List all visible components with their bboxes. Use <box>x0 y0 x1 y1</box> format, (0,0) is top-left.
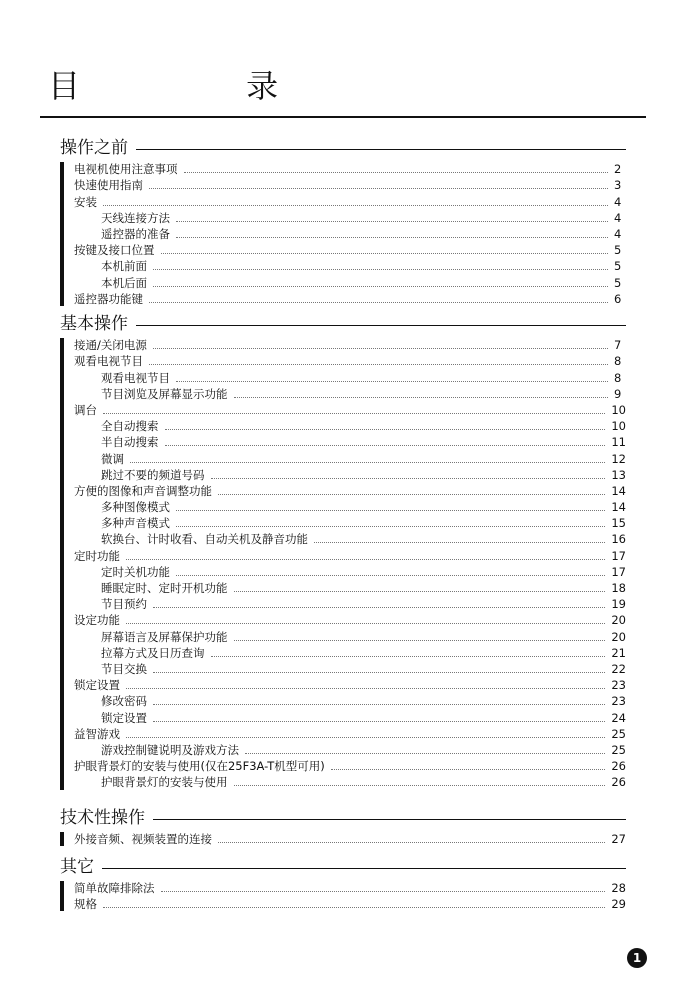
toc-entry-title: 睡眠定时、定时开机功能 <box>101 581 228 595</box>
section-heading <box>60 808 626 830</box>
toc-entry-page: 6 <box>614 291 622 306</box>
dot-leader <box>149 364 608 365</box>
toc-entry-page: 10 <box>611 419 626 434</box>
toc-entry-page: 3 <box>614 178 622 193</box>
toc-entry-page: 14 <box>611 500 626 515</box>
dot-leader <box>103 907 605 908</box>
toc-entry[interactable] <box>74 273 626 289</box>
section-marker-bar <box>60 162 64 306</box>
dot-leader <box>161 253 609 254</box>
section-title: 基本操作 <box>60 314 136 334</box>
toc-entry[interactable] <box>74 225 626 241</box>
toc-entry-title: 锁定设置 <box>101 710 147 725</box>
dot-leader <box>218 494 605 495</box>
dot-leader <box>218 842 605 843</box>
toc-entry-title: 定时功能 <box>74 548 120 563</box>
dot-leader <box>211 656 606 657</box>
toc-entry-page: 4 <box>614 194 622 209</box>
section-title: 其它 <box>60 857 102 877</box>
dot-leader <box>234 785 606 786</box>
dot-leader <box>234 640 606 641</box>
toc-entry-page: 19 <box>611 597 626 612</box>
toc-entry[interactable] <box>74 546 626 562</box>
toc-entry-page: 27 <box>611 832 626 847</box>
toc-entry-title: 接通/关闭电源 <box>74 338 147 353</box>
toc-entry-title: 遥控器的准备 <box>101 226 170 241</box>
dot-leader <box>245 753 605 754</box>
toc-entry-page: 11 <box>611 435 626 450</box>
toc-entry[interactable] <box>74 401 626 417</box>
toc-entry-title: 定时关机功能 <box>101 564 170 579</box>
section-entries <box>60 336 626 789</box>
toc-entry-title: 半自动搜索 <box>101 435 159 450</box>
toc-entry-title: 观看电视节目 <box>101 370 170 385</box>
toc-entry-page: 8 <box>614 354 622 369</box>
section-rule <box>60 325 626 326</box>
toc-entry-title: 屏幕语言及屏幕保护功能 <box>101 629 228 644</box>
toc-entry-page: 17 <box>611 564 626 579</box>
toc-entry-page: 16 <box>611 532 626 547</box>
toc-entry-title: 本机前面 <box>101 259 147 274</box>
toc-entry[interactable] <box>74 352 626 368</box>
toc-entry-page: 12 <box>611 451 626 466</box>
section-marker-bar <box>60 881 64 911</box>
toc-entry-title: 方便的图像和声音调整功能 <box>74 483 212 498</box>
toc-entry[interactable] <box>74 385 626 401</box>
toc-entry[interactable] <box>74 257 626 273</box>
dot-leader <box>130 462 605 463</box>
toc-entry[interactable] <box>74 830 626 846</box>
dot-leader <box>176 237 608 238</box>
toc-entry[interactable] <box>74 692 626 708</box>
toc-entry[interactable] <box>74 563 626 579</box>
toc-entry[interactable] <box>74 290 626 306</box>
toc-entry[interactable] <box>74 530 626 546</box>
page-title: 目 录 <box>48 67 357 105</box>
toc-entry-title: 设定功能 <box>74 613 120 628</box>
toc-entry-page: 26 <box>611 775 626 790</box>
dot-leader <box>126 559 605 560</box>
toc-entry-page: 24 <box>611 710 626 725</box>
toc-entry[interactable] <box>74 773 626 789</box>
toc-entry-page: 21 <box>611 645 626 660</box>
dot-leader <box>149 302 608 303</box>
toc-entry[interactable] <box>74 676 626 692</box>
dot-leader <box>153 286 608 287</box>
toc-entry[interactable] <box>74 433 626 449</box>
section-rule <box>60 868 626 869</box>
toc-entry-page: 22 <box>611 661 626 676</box>
toc-entry[interactable] <box>74 176 626 192</box>
toc-entry[interactable] <box>74 368 626 384</box>
toc-entry-page: 4 <box>614 226 622 241</box>
toc-entry[interactable] <box>74 644 626 660</box>
dot-leader <box>234 397 609 398</box>
toc-entry-title: 微调 <box>101 451 124 466</box>
dot-leader <box>176 575 605 576</box>
toc-entry-title: 跳过不要的频道号码 <box>101 467 205 482</box>
dot-leader <box>153 672 605 673</box>
toc-entry-title: 游戏控制键说明及游戏方法 <box>101 742 239 757</box>
dot-leader <box>176 526 605 527</box>
toc-entry[interactable] <box>74 708 626 724</box>
section-heading <box>60 857 626 879</box>
toc-entry-page: 2 <box>614 162 622 177</box>
dot-leader <box>176 381 608 382</box>
toc-entry-page: 5 <box>614 243 622 258</box>
toc-entry-title: 锁定设置 <box>74 678 120 693</box>
dot-leader <box>153 721 605 722</box>
toc-entry[interactable] <box>74 241 626 257</box>
section-marker-bar <box>60 338 64 790</box>
toc-entry-title: 简单故障排除法 <box>74 881 155 896</box>
dot-leader <box>184 172 609 173</box>
toc-entry[interactable] <box>74 627 626 643</box>
toc-entry[interactable] <box>74 725 626 741</box>
toc-entry-title: 护眼背景灯的安装与使用 <box>101 775 228 790</box>
dot-leader <box>153 269 608 270</box>
toc-entry-title: 外接音频、视频装置的连接 <box>74 832 212 847</box>
dot-leader <box>165 445 606 446</box>
toc-entry-title: 节目交换 <box>101 661 147 676</box>
dot-leader <box>126 688 605 689</box>
toc-entry-title: 观看电视节目 <box>74 354 143 369</box>
toc-entry-title: 本机后面 <box>101 275 147 290</box>
toc-entry[interactable] <box>74 895 626 911</box>
toc-entry-title: 护眼背景灯的安装与使用(仅在25F3A-T机型可用) <box>74 759 325 774</box>
toc-entry-page: 18 <box>611 581 626 595</box>
section-rule <box>60 149 626 150</box>
toc-entry-page: 25 <box>611 726 626 741</box>
section-marker-bar <box>60 832 64 846</box>
toc-section <box>60 808 626 846</box>
dot-leader <box>153 704 605 705</box>
toc-entry-page: 20 <box>611 613 626 628</box>
toc-section <box>60 857 626 911</box>
toc-entry-title: 安装 <box>74 194 97 209</box>
section-title: 技术性操作 <box>60 808 153 828</box>
toc-entry-page: 23 <box>611 694 626 709</box>
toc-entry[interactable] <box>74 192 626 208</box>
toc-entry[interactable] <box>74 417 626 433</box>
toc-entry-title: 调台 <box>74 402 97 417</box>
toc-entry-title: 全自动搜索 <box>101 419 159 434</box>
toc-entry-page: 8 <box>614 370 622 385</box>
toc-entry-title: 按键及接口位置 <box>74 243 155 258</box>
toc-section <box>60 138 626 306</box>
toc-entry-title: 遥控器功能键 <box>74 291 143 306</box>
toc-entry[interactable] <box>74 466 626 482</box>
dot-leader <box>165 429 606 430</box>
toc-entry-page: 23 <box>611 678 626 693</box>
section-entries <box>60 879 626 911</box>
dot-leader <box>153 348 608 349</box>
toc-entry-title: 节目浏览及屏幕显示功能 <box>101 386 228 401</box>
title-rule <box>40 116 646 118</box>
toc-entry[interactable] <box>74 336 626 352</box>
toc-entry-page: 5 <box>614 275 622 290</box>
dot-leader <box>161 891 606 892</box>
toc-entry-page: 26 <box>611 759 626 774</box>
toc-entry-title: 多种声音模式 <box>101 516 170 531</box>
toc-entry-title: 多种图像模式 <box>101 500 170 515</box>
dot-leader <box>211 478 606 479</box>
toc-entry-page: 5 <box>614 259 622 274</box>
dot-leader <box>126 623 605 624</box>
section-heading <box>60 314 626 336</box>
toc-entry-title: 修改密码 <box>101 694 147 709</box>
section-heading <box>60 138 626 160</box>
toc-entry[interactable] <box>74 879 626 895</box>
toc-entry-page: 10 <box>611 402 626 417</box>
toc-entry-title: 节目预约 <box>101 597 147 612</box>
toc-entry[interactable] <box>74 449 626 465</box>
toc-entry[interactable] <box>74 757 626 773</box>
toc-entry[interactable] <box>74 579 626 595</box>
toc-entry-title: 拉幕方式及日历查询 <box>101 645 205 660</box>
dot-leader <box>176 510 605 511</box>
toc-entry[interactable] <box>74 660 626 676</box>
toc-entry-page: 4 <box>614 210 622 225</box>
dot-leader <box>126 737 605 738</box>
toc-entry[interactable] <box>74 611 626 627</box>
toc-entry-page: 9 <box>614 386 622 401</box>
toc-entry-page: 14 <box>611 483 626 498</box>
toc-entry-title: 益智游戏 <box>74 726 120 741</box>
toc-entry-page: 15 <box>611 516 626 531</box>
dot-leader <box>176 221 608 222</box>
section-entries <box>60 160 626 306</box>
toc-entry-title: 规格 <box>74 897 97 912</box>
dot-leader <box>103 205 608 206</box>
toc-section <box>60 314 626 789</box>
dot-leader <box>149 188 608 189</box>
dot-leader <box>153 607 605 608</box>
page-number-badge: 1 <box>627 948 647 968</box>
toc-entry-title: 天线连接方法 <box>101 210 170 225</box>
toc-entry-page: 25 <box>611 742 626 757</box>
toc-entry[interactable] <box>74 514 626 530</box>
toc-entry-page: 7 <box>614 338 622 353</box>
toc-entry-title: 快速使用指南 <box>74 178 143 193</box>
section-entries <box>60 830 626 846</box>
dot-leader <box>314 542 605 543</box>
toc-entry[interactable] <box>74 595 626 611</box>
toc-entry-page: 13 <box>611 467 626 482</box>
toc-entry[interactable] <box>74 498 626 514</box>
toc-entry[interactable] <box>74 482 626 498</box>
toc-entry[interactable] <box>74 741 626 757</box>
toc-entry-page: 29 <box>611 897 626 912</box>
toc-entry[interactable] <box>74 160 626 176</box>
toc-entry-title: 软换台、计时收看、自动关机及静音功能 <box>101 532 308 547</box>
dot-leader <box>103 413 605 414</box>
toc-entry[interactable] <box>74 209 626 225</box>
section-title: 操作之前 <box>60 138 136 158</box>
toc-entry-title: 电视机使用注意事项 <box>74 162 178 177</box>
toc-entry-page: 20 <box>611 629 626 644</box>
toc-entry-page: 17 <box>611 548 626 563</box>
dot-leader <box>331 769 606 770</box>
dot-leader <box>234 591 606 592</box>
toc-entry-page: 28 <box>611 881 626 896</box>
